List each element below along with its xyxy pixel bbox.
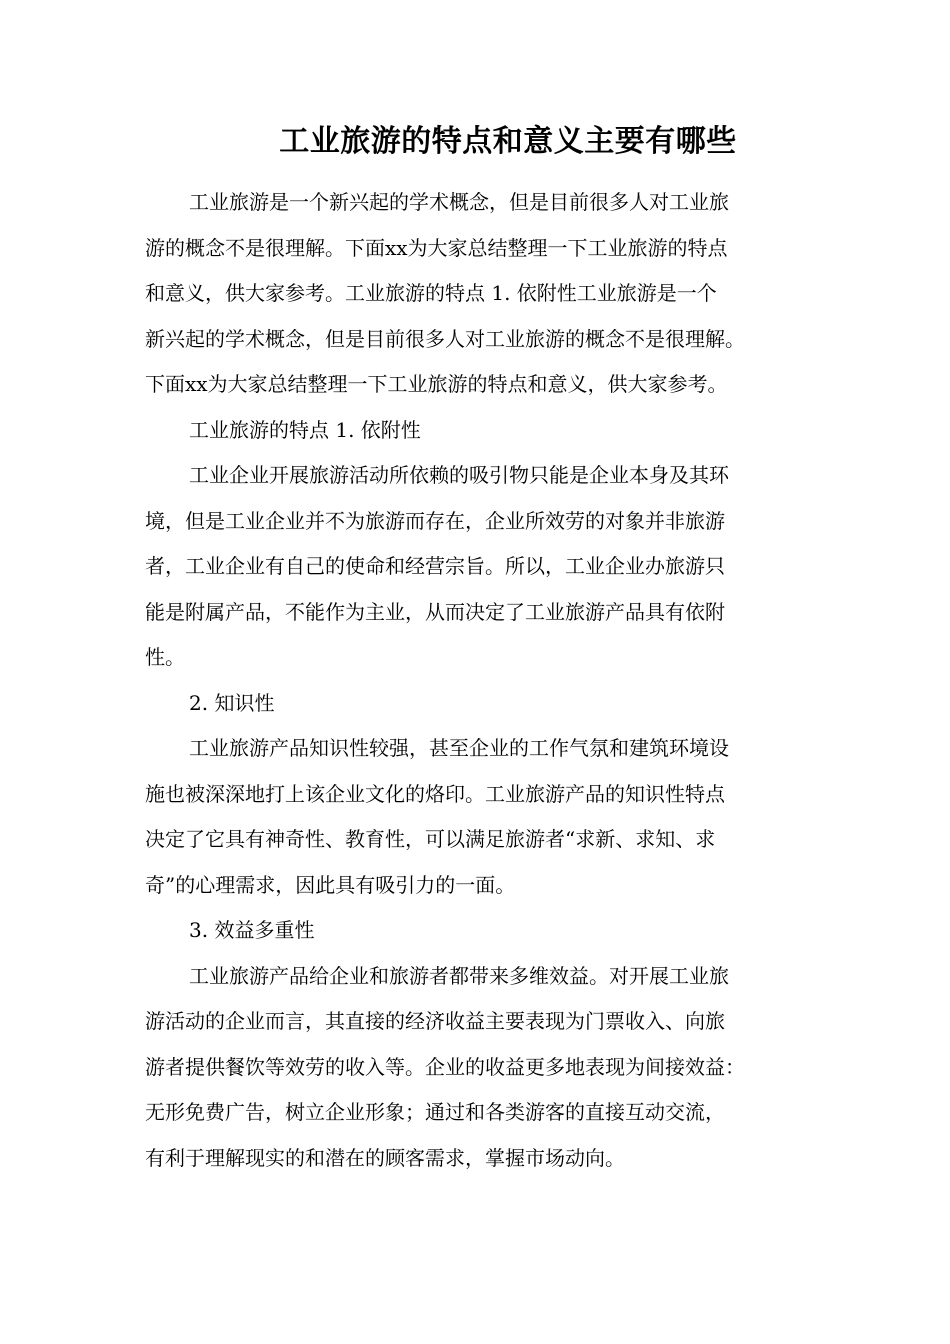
- body-line: 境，但是工业企业并不为旅游而存在，企业所效劳的对象并非旅游: [145, 508, 725, 533]
- body-line: 下面xx为大家总结整理一下工业旅游的特点和意义，供大家参考。: [145, 372, 728, 396]
- body-line: 工业旅游产品给企业和旅游者都带来多维效益。对开展工业旅: [189, 963, 729, 988]
- section-heading: 3. 效益多重性: [189, 918, 315, 942]
- body-line: 游活动的企业而言，其直接的经济收益主要表现为门票收入、向旅: [145, 1009, 725, 1033]
- body-line: 决定了它具有神奇性、教育性，可以满足旅游者“求新、求知、求: [145, 827, 716, 851]
- body-line: 有利于理解现实的和潜在的顾客需求，掌握市场动向。: [145, 1145, 625, 1170]
- body-line: 无形免费广告，树立企业形象；通过和各类游客的直接互动交流，: [145, 1100, 725, 1124]
- body-line: 施也被深深地打上该企业文化的烙印。工业旅游产品的知识性特点: [145, 781, 725, 806]
- body-line: 游的概念不是很理解。下面xx为大家总结整理一下工业旅游的特点: [145, 235, 728, 260]
- document-title: 工业旅游的特点和意义主要有哪些: [279, 124, 737, 159]
- section-heading: 2. 知识性: [189, 690, 275, 715]
- body-line: 新兴起的学术概念，但是目前很多人对工业旅游的概念不是很理解。: [145, 326, 745, 351]
- body-line: 工业企业开展旅游活动所依赖的吸引物只能是企业本身及其环: [189, 463, 729, 487]
- body-line: 游者提供餐饮等效劳的收入等。企业的收益更多地表现为间接效益：: [145, 1054, 745, 1079]
- body-line: 和意义，供大家参考。工业旅游的特点 1. 依附性工业旅游是一个: [145, 281, 717, 305]
- body-line: 奇”的心理需求，因此具有吸引力的一面。: [145, 872, 516, 897]
- body-line: 者，工业企业有自己的使命和经营宗旨。所以，工业企业办旅游只: [145, 554, 725, 578]
- body-line: 能是附属产品，不能作为主业，从而决定了工业旅游产品具有依附: [145, 599, 725, 624]
- body-line: 工业旅游产品知识性较强，甚至企业的工作气氛和建筑环境设: [189, 736, 729, 760]
- document-body: [145, 180, 805, 1181]
- body-line: 性。: [145, 645, 185, 669]
- body-line: 工业旅游是一个新兴起的学术概念，但是目前很多人对工业旅: [189, 190, 729, 214]
- section-heading: 工业旅游的特点 1. 依附性: [189, 417, 421, 442]
